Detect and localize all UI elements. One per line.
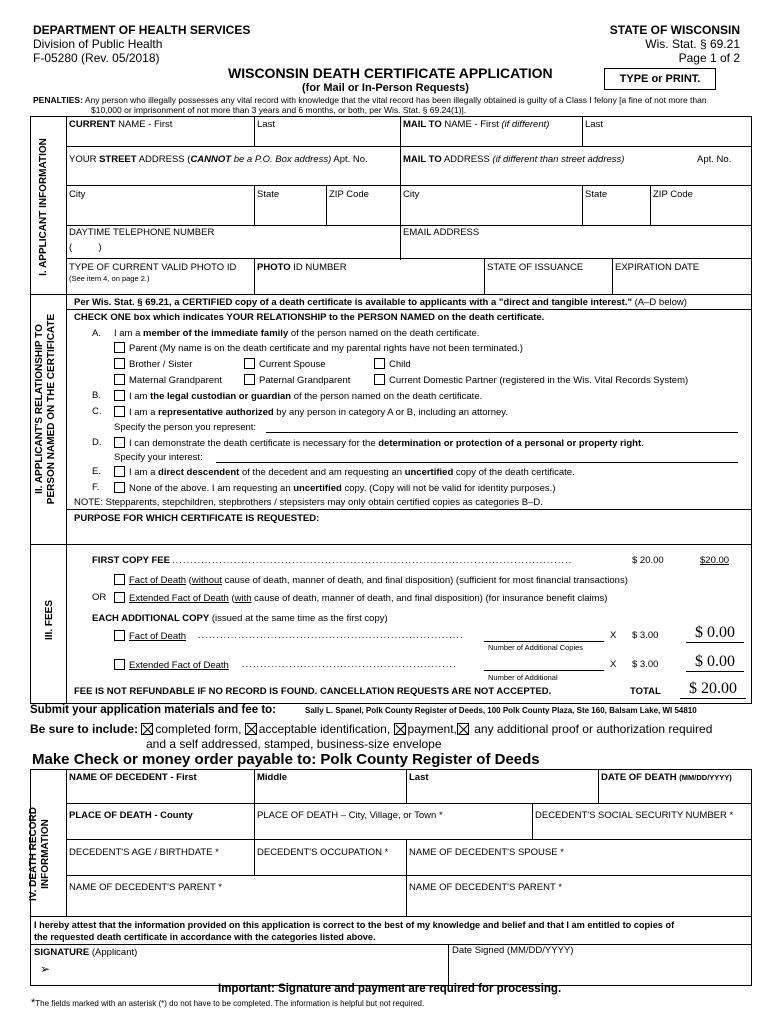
direct-descendent-checkbox[interactable] (114, 466, 125, 477)
purpose-field[interactable] (68, 525, 750, 543)
none-above-checkbox[interactable] (114, 482, 125, 493)
phone-field[interactable]: ( ) (69, 242, 102, 253)
multiply-1: X (610, 630, 617, 641)
decedent-first-name-field[interactable] (68, 784, 252, 802)
option-paternal-grandparent[interactable]: Paternal Grandparent (244, 374, 350, 386)
current-first-name-field[interactable] (68, 131, 252, 145)
place-city-label: PLACE OF DEATH – City, Village, or Town * (257, 810, 443, 821)
parent2-name-label: NAME OF DECEDENT'S PARENT * (409, 882, 562, 893)
specify-interest-label: Specify your interest: (114, 452, 203, 463)
street-address-field[interactable] (68, 166, 398, 184)
option-e[interactable]: I am a direct descendent of the decedent and am requesting an uncertified copy of the death certificate. (114, 466, 575, 478)
spouse-checkbox[interactable] (244, 358, 255, 369)
mail-to-address-field[interactable] (402, 166, 750, 184)
option-e-letter: E. (92, 466, 101, 477)
statute-ref: Wis. Stat. § 69.21 (645, 37, 740, 51)
mail-to-last-name-field[interactable] (584, 131, 750, 145)
section-2-label: II. APPLICANT'S RELATIONSHIP TO PERSON NAMED ON THE CERTIFICATE (34, 313, 57, 505)
city-label: City (69, 189, 86, 200)
additional-extended-checkbox[interactable] (114, 659, 125, 670)
identification-check-icon (245, 723, 257, 735)
parent2-name-field[interactable] (408, 894, 750, 914)
total-label: TOTAL (630, 686, 661, 697)
extended-fact-checkbox[interactable] (114, 592, 125, 603)
parent1-name-field[interactable] (68, 894, 404, 914)
state-name: STATE OF WISCONSIN (609, 23, 740, 37)
mail-to-first-name-field[interactable] (402, 131, 580, 145)
photo-id-see-note: (See item 4, on page 2.) (69, 274, 150, 283)
decedent-last-name-label: Last (409, 772, 429, 783)
submit-address: Sally L. Spanel, Polk County Register of Deeds, 100 Polk County Plaza, Ste 160, Balsam Lake, WI 54810 (305, 706, 697, 715)
asterisk-footnote: *The fields marked with an asterisk (*) do not have to be completed. The information is helpful but not required. (31, 997, 425, 1009)
place-county-label: PLACE OF DEATH - County (69, 810, 193, 821)
additional-extended-amount: $ 0.00 (686, 653, 744, 672)
ssn-label: DECEDENT'S SOCIAL SECURITY NUMBER * (535, 810, 734, 821)
signature-field[interactable] (56, 960, 444, 982)
decedent-last-name-field[interactable] (408, 784, 596, 802)
extended-fact-option[interactable]: Extended Fact of Death (with cause of death, manner of death, and final disposition) (for insurance benefit claims) (114, 592, 607, 604)
mail-to-city-label: City (403, 189, 420, 200)
additional-proof-check-icon (457, 723, 469, 735)
current-name-first-label: CURRENT NAME - First (69, 119, 173, 130)
number-additional-caption: Number of Additional (488, 673, 558, 682)
total-amount: $ 20.00 (680, 680, 746, 699)
fact-of-death-checkbox[interactable] (114, 574, 125, 585)
first-copy-leader: .............................................................................................................. (172, 555, 573, 566)
expiration-date-label: EXPIRATION DATE (615, 262, 700, 273)
fact-of-death-option[interactable]: Fact of Death (without cause of death, manner of death, and final disposition) (sufficient for most financial transactions) (114, 574, 628, 586)
mail-to-address-label: MAIL TO ADDRESS (if different than street address) (403, 154, 625, 165)
specify-represent-label: Specify the person you represent: (114, 422, 257, 433)
property-right-checkbox[interactable] (114, 437, 125, 448)
date-of-death-label: DATE OF DEATH (MM/DD/YYYY) (601, 772, 732, 783)
email-label: EMAIL ADDRESS (403, 227, 480, 238)
nonrefundable-notice: FEE IS NOT REFUNDABLE IF NO RECORD IS FOUND. CANCELLATION REQUESTS ARE NOT ACCEPTED. (74, 686, 552, 697)
maternal-grandparent-checkbox[interactable] (114, 374, 125, 385)
state-of-issuance-label: STATE OF ISSUANCE (487, 262, 584, 273)
additional-extended-option[interactable]: Extended Fact of Death (114, 659, 229, 671)
place-city-field[interactable] (256, 822, 530, 838)
legal-custodian-checkbox[interactable] (114, 390, 125, 401)
option-a-letter: A. (92, 328, 101, 339)
option-c-letter: C. (92, 406, 102, 417)
decedent-first-name-label: NAME OF DECEDENT - First (69, 772, 197, 783)
form-title: WISCONSIN DEATH CERTIFICATE APPLICATION (228, 65, 553, 81)
additional-fact-checkbox[interactable] (114, 630, 125, 641)
payable-to: Make Check or money order payable to: Polk County Register of Deeds (32, 751, 540, 768)
current-name-last-label: Last (257, 119, 275, 130)
option-d-letter: D. (92, 437, 102, 448)
option-brother-sister[interactable]: Brother / Sister (114, 358, 192, 370)
mail-to-last-label: Last (585, 119, 603, 130)
date-signed-label: Date Signed (MM/DD/YYYY) (452, 945, 574, 956)
photo-id-number-label: PHOTO ID NUMBER (257, 262, 347, 273)
photo-id-type-label: TYPE OF CURRENT VALID PHOTO ID (69, 262, 237, 273)
mail-to-apt-label: Apt. No. (697, 154, 732, 165)
submit-label: Submit your application materials and fee to: (30, 704, 277, 716)
option-a-text: I am a member of the immediate family of the person named on the death certificate. (114, 328, 480, 339)
additional-fact-price: $ 3.00 (632, 630, 659, 641)
additional-fact-option[interactable]: Fact of Death (114, 630, 186, 642)
ssn-field[interactable] (534, 822, 750, 838)
street-address-label: YOUR STREET ADDRESS (CANNOT be a P.O. Box address) Apt. No. (69, 154, 368, 165)
additional-fact-amount: $ 0.00 (686, 624, 744, 643)
penalties-line2: $10,000 or imprisonment of not more than 3 years and 6 months, or both, per Wis. Stat. § 69.24(1)]. (91, 105, 467, 115)
option-f[interactable]: None of the above. I am requesting an uncertified copy. (Copy will not be valid for identity purposes.) (114, 482, 555, 494)
state-of-issuance-field[interactable] (486, 274, 610, 292)
additional-extended-leader: ........................................................... (242, 659, 457, 670)
or-label: OR (92, 592, 107, 603)
parent-checkbox[interactable] (114, 342, 125, 353)
age-birthdate-label: DECEDENT'S AGE / BIRTHDATE * (69, 847, 219, 858)
additional-extended-price: $ 3.00 (632, 659, 659, 670)
attest-line1: I hereby attest that the information provided on this application is correct to the best of my knowledge and belief and that I am entitled to copies of (34, 920, 675, 930)
photo-id-number-field[interactable] (256, 274, 482, 292)
include-list: Be sure to include: completed form, acceptable identification, payment, any additional proof or authorization required (30, 722, 713, 736)
option-b-letter: B. (92, 390, 101, 401)
spouse-name-field[interactable] (408, 859, 750, 874)
additional-extended-count-field[interactable] (484, 670, 604, 671)
specify-interest-field[interactable] (216, 462, 738, 463)
date-signed-field[interactable] (450, 958, 750, 982)
completed-form-check-icon (141, 723, 153, 735)
multiply-2: X (610, 659, 617, 670)
department-name: DEPARTMENT OF HEALTH SERVICES (33, 23, 251, 37)
type-or-print-box: TYPE or PRINT. (604, 68, 716, 90)
paternal-grandparent-checkbox[interactable] (244, 374, 255, 385)
mail-to-state-field[interactable] (584, 201, 648, 223)
option-c[interactable]: I am a representative authorized by any person in category A or B, including an attorney. (114, 406, 508, 418)
section-1-label: I. APPLICANT INFORMATION (38, 138, 49, 276)
purpose-label: PURPOSE FOR WHICH CERTIFICATE IS REQUESTED: (74, 513, 320, 524)
state-field[interactable] (256, 201, 324, 223)
option-parent[interactable]: Parent (My name is on the death certificate and my parental rights have not been terminated.) (114, 342, 523, 354)
parent1-name-label: NAME OF DECEDENT'S PARENT * (69, 882, 222, 893)
mail-to-zip-label: ZIP Code (653, 189, 693, 200)
option-f-letter: F. (92, 482, 100, 493)
signature-label: SIGNATURE (Applicant) (34, 947, 138, 958)
check-one-instruction: CHECK ONE box which indicates YOUR RELATIONSHIP to the PERSON NAMED on the death certificate. (74, 312, 545, 323)
representative-checkbox[interactable] (114, 406, 125, 417)
mail-to-zip-field[interactable] (652, 201, 750, 223)
direct-interest-intro: Per Wis. Stat. § 69.21, a CERTIFIED copy of a death certificate is available to applicants with a "direct and tangible interest." (A–D below) (74, 297, 687, 308)
penalties-line1: PENALTIES: Any person who illegally possesses any vital record with knowledge that the vital record has been illegally obtained is guilty of a Class I felony [a fine of not more than (33, 95, 707, 105)
option-child[interactable]: Child (374, 358, 411, 370)
current-last-name-field[interactable] (256, 131, 398, 145)
division-name: Division of Public Health (33, 37, 163, 51)
stepparents-note: NOTE: Stepparents, stepchildren, stepbrothers / stepsisters may only obtain certified copies as categories B–D. (74, 497, 543, 508)
email-field[interactable] (402, 238, 750, 256)
spouse-name-label: NAME OF DECEDENT'S SPOUSE * (409, 847, 564, 858)
section-4-label: IV. DEATH RECORD INFORMATION (28, 807, 51, 901)
number-copies-caption: Number of Additional Copies (488, 643, 584, 652)
option-d[interactable]: I can demonstrate the death certificate is necessary for the determination or protection of a personal or property right. (114, 437, 644, 449)
decedent-middle-name-label: Middle (257, 772, 288, 783)
date-of-death-field[interactable] (600, 784, 750, 802)
expiration-date-field[interactable] (614, 274, 750, 292)
additional-fact-count-field[interactable] (484, 641, 604, 642)
option-b[interactable]: I am the legal custodian or guardian of the person named on the death certificate. (114, 390, 482, 402)
additional-fact-leader: ......................................................................... (198, 630, 464, 641)
zip-label: ZIP Code (329, 189, 369, 200)
child-checkbox[interactable] (374, 358, 385, 369)
decedent-middle-name-field[interactable] (256, 784, 404, 802)
form-subtitle: (for Mail or In-Person Requests) (302, 82, 469, 94)
zip-field[interactable] (328, 201, 398, 223)
mail-to-name-label: MAIL TO NAME - First (if different) (403, 119, 550, 130)
envelope-note: and a self addressed, stamped, business-size envelope (146, 737, 442, 751)
brother-sister-checkbox[interactable] (114, 358, 125, 369)
option-current-spouse[interactable]: Current Spouse (244, 358, 326, 370)
first-copy-fee-label: FIRST COPY FEE (92, 555, 170, 566)
occupation-field[interactable] (256, 859, 404, 874)
page-number: Page 1 of 2 (678, 51, 740, 65)
signature-arrow-icon: ➢ (40, 962, 51, 976)
phone-label: DAYTIME TELEPHONE NUMBER (69, 227, 215, 238)
option-maternal-grandparent[interactable]: Maternal Grandparent (114, 374, 222, 386)
age-birthdate-field[interactable] (68, 859, 252, 874)
state-label: State (257, 189, 280, 200)
first-copy-total: $20.00 (700, 555, 730, 566)
each-additional-copy-label: EACH ADDITIONAL COPY (issued at the same time as the first copy) (92, 613, 388, 624)
place-county-field[interactable] (68, 822, 252, 838)
option-domestic-partner[interactable]: Current Domestic Partner (registered in the Wis. Vital Records System) (374, 374, 688, 386)
important-notice: Important: Signature and payment are required for processing. (218, 983, 562, 995)
section-3-label: III. FEES (44, 600, 55, 641)
specify-represent-field[interactable] (266, 432, 738, 433)
form-number: F-05280 (Rev. 05/2018) (33, 51, 160, 65)
occupation-label: DECEDENT'S OCCUPATION * (257, 847, 389, 858)
attest-line2: the requested death certificate in accordance with the categories listed above. (34, 932, 376, 942)
mail-to-state-label: State (585, 189, 608, 200)
city-field[interactable] (68, 201, 252, 223)
domestic-partner-checkbox[interactable] (374, 374, 385, 385)
mail-to-city-field[interactable] (402, 201, 580, 223)
payment-check-icon (394, 723, 406, 735)
first-copy-price: $ 20.00 (632, 555, 664, 566)
